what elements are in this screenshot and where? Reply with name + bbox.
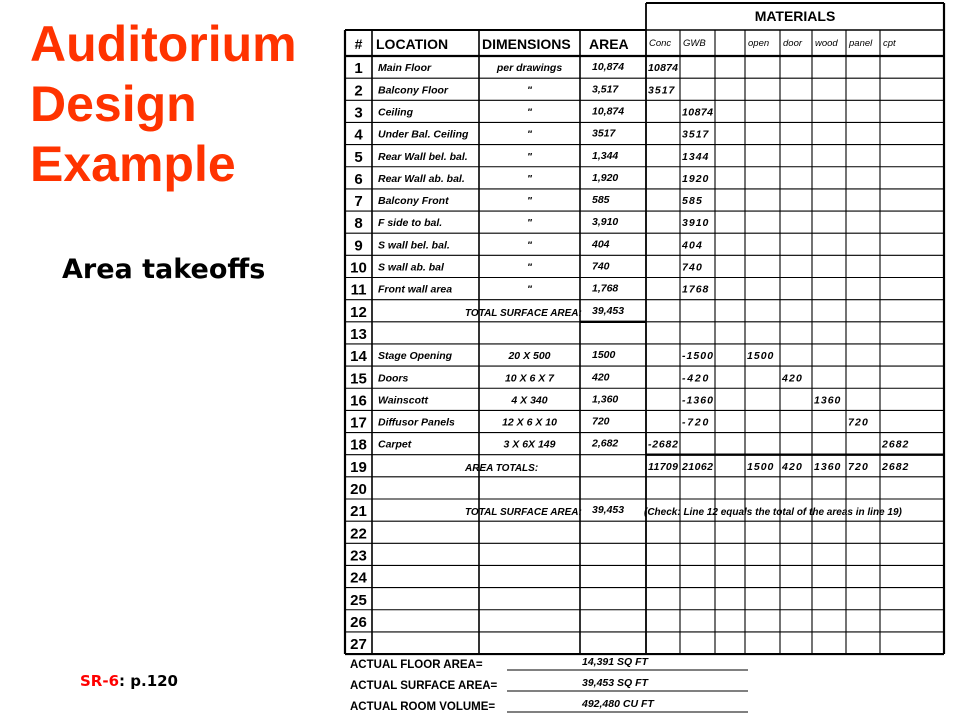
material-value: 3910 [682, 217, 709, 230]
material-value: 1920 [682, 172, 709, 185]
material-column-wood: wood [815, 38, 838, 49]
row-total-label: TOTAL SURFACE AREA: [465, 507, 582, 519]
row-dimensions: 3 X 6X 149 [503, 438, 556, 451]
material-value: 21062 [682, 460, 713, 473]
material-value: 420 [782, 460, 802, 473]
row-number: 3 [354, 104, 363, 122]
row-location: S wall bel. bal. [378, 239, 450, 252]
row-location: Balcony Front [378, 195, 449, 208]
row-area: 1500 [592, 349, 616, 362]
row-location: Under Bal. Ceiling [378, 128, 469, 141]
row-number: 8 [354, 215, 363, 233]
row-location: Diffusor Panels [378, 416, 455, 429]
row-dimensions: 4 X 340 [511, 394, 548, 407]
row-dimensions: " [527, 239, 532, 252]
row-area: 1,344 [592, 149, 619, 162]
row-number: 20 [350, 481, 367, 498]
row-area: 3,910 [592, 216, 619, 229]
row-location: Wainscott [378, 394, 428, 407]
row-location: Front wall area [378, 283, 453, 296]
reference-page: : p.120 [119, 672, 178, 690]
row-dimensions: 20 X 500 [508, 350, 551, 363]
material-value: 3517 [648, 84, 675, 97]
material-value: 585 [682, 195, 702, 208]
row-number: 19 [350, 458, 367, 476]
row-area: 585 [592, 194, 610, 207]
row-area: 39,453 [592, 304, 625, 317]
row-dimensions: " [527, 150, 532, 163]
row-number: 9 [354, 237, 363, 255]
row-area: 10,874 [592, 105, 625, 118]
summary-value: 14,391 SQ FT [582, 656, 648, 668]
summary-label: ACTUAL SURFACE AREA= [350, 680, 498, 692]
row-dimensions: " [527, 217, 532, 230]
material-column-cpt: cpt [883, 38, 896, 49]
row-number: 25 [350, 591, 367, 609]
row-number: 26 [350, 613, 367, 631]
row-location: Stage Opening [378, 350, 453, 363]
row-location: F side to bal. [378, 217, 443, 230]
row-dimensions: 10 X 6 X 7 [504, 372, 555, 385]
row-area: 420 [592, 371, 610, 384]
row-dimensions: " [527, 128, 532, 141]
row-area: 39,453 [592, 504, 625, 517]
material-value: -720 [682, 416, 709, 429]
row-number: 27 [350, 636, 367, 654]
dimensions-header: DIMENSIONS [482, 36, 571, 52]
material-column-door: door [783, 38, 803, 49]
title-line-3: Example [30, 136, 236, 192]
row-number: 14 [350, 348, 367, 366]
row-number: 17 [350, 414, 367, 432]
row-number: 16 [350, 392, 367, 410]
row-location: Main Floor [378, 62, 432, 75]
material-value: 10874 [648, 62, 678, 75]
row-dimensions: " [527, 261, 532, 274]
row-number: 6 [354, 170, 363, 188]
material-column-GWB: GWB [683, 38, 706, 49]
material-value: -420 [682, 372, 709, 385]
material-value: 11709 [648, 460, 678, 473]
row-location: Balcony Floor [378, 84, 449, 97]
row-number: 21 [350, 503, 367, 521]
row-dimensions: 12 X 6 X 10 [502, 416, 557, 429]
row-number: 11 [350, 281, 367, 299]
row-number: 2 [354, 82, 363, 100]
row-number: 4 [354, 126, 363, 144]
material-value: 10874 [682, 106, 713, 119]
summary-value: 492,480 CU FT [582, 698, 654, 710]
row-area: 3,517 [592, 83, 619, 96]
materials-header: MATERIALS [754, 8, 836, 24]
material-value: 1500 [747, 460, 774, 473]
title-line-1: Auditorium [30, 16, 297, 72]
row-dimensions: " [527, 283, 532, 296]
reference-code: SR-6 [80, 672, 120, 690]
row-number: 12 [350, 303, 367, 321]
material-value: 1360 [814, 460, 841, 473]
row-number: 23 [350, 547, 367, 565]
row-number: 1 [354, 60, 363, 78]
summary-label: ACTUAL FLOOR AREA= [350, 659, 483, 671]
row-dimensions: per drawings [496, 62, 563, 75]
row-dimensions: " [527, 195, 532, 208]
material-value: 420 [782, 372, 802, 385]
material-column-panel: panel [849, 38, 873, 49]
row-number: 15 [350, 370, 367, 388]
material-value: 1768 [682, 283, 709, 296]
row-number: 18 [350, 436, 367, 454]
material-column-open: open [748, 38, 770, 49]
material-value: 1500 [747, 350, 774, 363]
row-location: Ceiling [378, 106, 414, 119]
area-header: AREA [589, 36, 629, 52]
summary-label: ACTUAL ROOM VOLUME= [350, 701, 496, 713]
row-total-label: AREA TOTALS: [465, 462, 539, 474]
material-value: 720 [848, 460, 868, 473]
row-dimensions: " [527, 106, 532, 119]
row-location: Carpet [378, 438, 412, 451]
material-value: 1344 [682, 150, 709, 163]
row-location: S wall ab. bal [378, 261, 444, 274]
title-line-2: Design [30, 76, 197, 132]
subtitle: Area takeoffs [62, 254, 266, 285]
material-value: -1360 [682, 394, 713, 407]
summary-value: 39,453 SQ FT [582, 677, 648, 689]
row-location: Rear Wall bel. bal. [378, 150, 468, 163]
material-value: 404 [682, 239, 702, 252]
row-area: 2,682 [592, 437, 619, 450]
row-area: 404 [592, 238, 610, 251]
row-area: 1,920 [592, 171, 619, 184]
row-number: 10 [350, 259, 367, 277]
material-value: -2682 [648, 438, 678, 451]
row-area: 720 [592, 415, 610, 428]
row-number: 13 [350, 325, 367, 343]
form-cells [350, 8, 909, 713]
material-value: 720 [848, 416, 868, 429]
row-dimensions: " [527, 84, 532, 97]
row-location: Rear Wall ab. bal. [378, 172, 465, 185]
row-number: 24 [350, 569, 367, 587]
material-value: -1500 [682, 350, 713, 363]
row-area: 1,768 [592, 282, 619, 295]
location-header: LOCATION [376, 36, 449, 52]
row-location: Doors [378, 372, 409, 385]
material-value: 3517 [682, 128, 709, 141]
row-area: 1,360 [592, 393, 619, 406]
row-number: 7 [354, 193, 363, 211]
row-area: 10,874 [592, 61, 625, 74]
material-value: 740 [682, 261, 702, 274]
row-number: 22 [350, 525, 367, 543]
material-value: 1360 [814, 394, 841, 407]
material-column-Conc: Conc [649, 38, 672, 49]
material-value: 2682 [882, 460, 909, 473]
row-area: 3517 [592, 127, 616, 140]
row-total-label: TOTAL SURFACE AREA: [465, 307, 582, 319]
row-area: 740 [592, 260, 610, 273]
number-header: # [354, 36, 363, 52]
row-dimensions: " [527, 172, 532, 185]
material-value: 2682 [882, 438, 909, 451]
row-number: 5 [354, 148, 363, 166]
check-note: (Check: Line 12 equals the total of the areas in line 19) [644, 507, 902, 519]
